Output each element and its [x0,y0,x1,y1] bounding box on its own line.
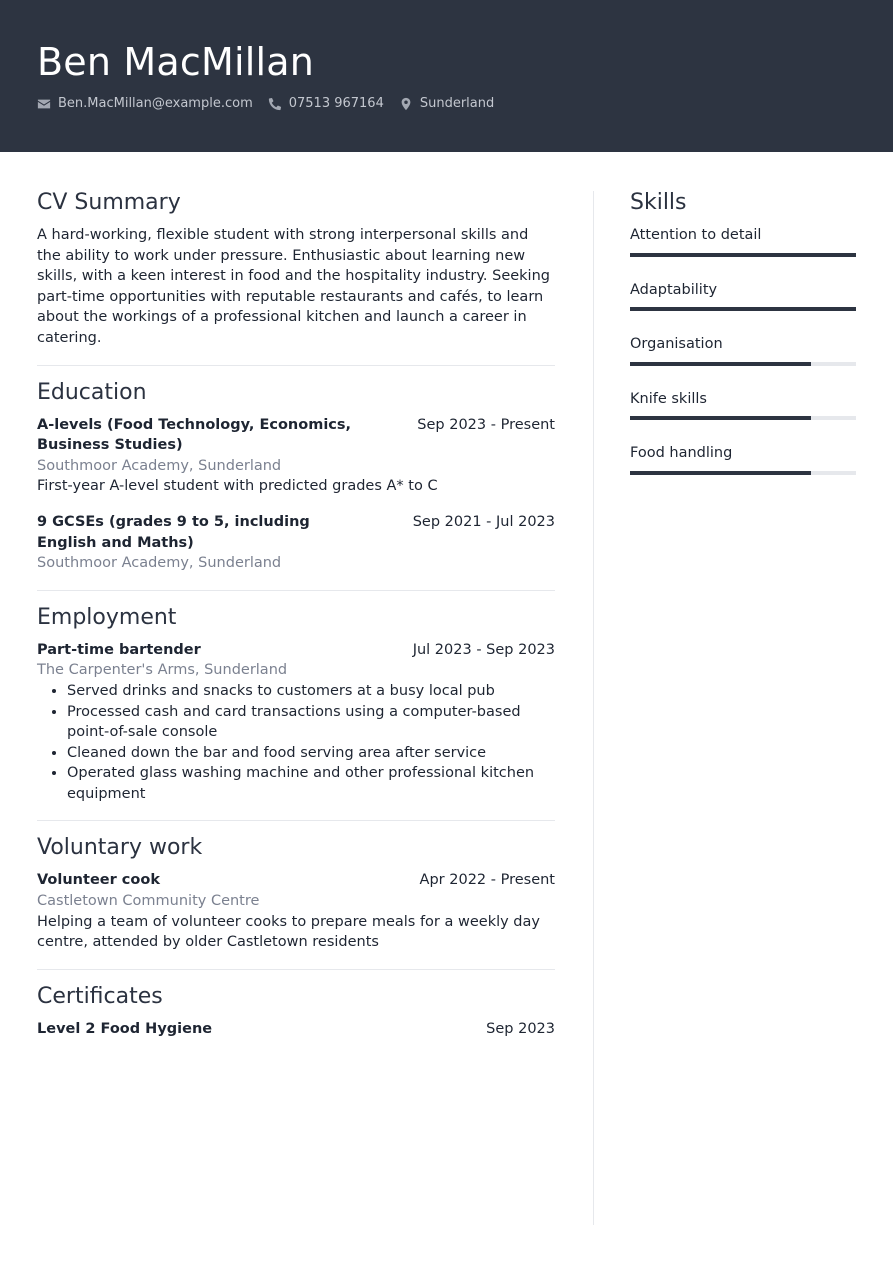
skill-bar [630,362,856,366]
summary-text: A hard-working, flexible student with strong interpersonal skills and the ability to work under pressure. Enthusiastic about learning new skills, with a keen interest in food and the hospitality industry. Seeking part-time opportunities with reputable restaurants and cafés, to learn about the workings of a professional kitchen and launch a career in catering. [37,227,550,346]
duty-item: • Operated glass washing machine and other professional kitchen equipment [67,763,555,804]
skill-item [630,389,856,421]
header [0,0,893,152]
entry-date: Sep 2023 [486,1020,555,1037]
section-title-education: Education [37,379,147,405]
contact-email-text: Ben.MacMillan@example.com [58,96,253,111]
skill-bar [630,307,856,311]
section-title-voluntary: Voluntary work [37,835,203,861]
envelope-icon [37,97,51,111]
entry-description: Helping a team of volunteer cooks to prepare meals for a weekly day centre, attended by older Castletown residents [37,913,540,951]
contact-location-text: Sunderland [419,96,495,111]
entry-title: 9 GCSEs (grades 9 to 5, including English and Maths) [37,513,310,551]
skill-bar-fill [630,471,811,475]
entry-title: Part-time bartender [37,641,201,658]
contact-bar [37,96,509,111]
duty-item: • Cleaned down the bar and food serving area after service [67,743,555,764]
contact-email[interactable] [37,96,253,111]
skill-bar [630,471,856,475]
entry-place: Castletown Community Centre [37,893,260,910]
education-entry [37,512,555,574]
entry-title: Volunteer cook [37,872,160,889]
voluntary-entry [37,870,555,952]
entry-title: A-levels (Food Technology, Economics, Business Studies) [37,416,352,454]
column-divider [593,191,594,1225]
skill-name: Attention to detail [630,227,762,243]
employment-entry [37,640,555,805]
skill-item [630,443,856,475]
skill-name: Adaptability [630,281,718,298]
skill-name: Knife skills [630,390,707,407]
contact-phone-text: 07513 967164 [288,96,384,111]
voluntary-section [37,831,555,969]
entry-date: Sep 2021 - Jul 2023 [412,513,555,530]
entry-date: Apr 2022 - Present [419,872,555,889]
main-column [37,186,555,1065]
duty-list [37,681,555,805]
education-section [37,376,555,591]
skill-item [630,334,856,366]
entry-date: Sep 2023 - Present [417,416,555,433]
section-title-employment: Employment [37,604,177,630]
entry-place: Southmoor Academy, Sunderland [37,555,282,572]
certificate-entry [37,1019,555,1040]
skill-bar-fill [630,253,856,257]
map-pin-icon [399,97,413,111]
section-title-certificates: Certificates [37,983,163,1009]
section-title-skills: Skills [630,190,687,215]
candidate-name: Ben MacMillan [37,40,315,84]
entry-title: Level 2 Food Hygiene [37,1020,213,1037]
certificates-section [37,980,555,1056]
summary-section [37,186,555,366]
skill-bar-fill [630,416,811,420]
section-title-summary: CV Summary [37,190,181,215]
skill-item [630,225,856,257]
duty-item: • Processed cash and card transactions using a computer-based point-of-sale console [67,702,555,743]
skill-bar [630,253,856,257]
skill-name: Organisation [630,336,723,353]
entry-place: The Carpenter's Arms, Sunderland [37,662,288,679]
employment-section [37,601,555,822]
contact-location [399,96,494,111]
contact-phone[interactable] [268,96,384,111]
phone-icon [268,97,282,111]
skill-bar [630,416,856,420]
entry-place: Southmoor Academy, Sunderland [37,457,282,474]
entry-description: First-year A-level student with predicted grades A* to C [37,478,438,495]
skill-name: Food handling [630,445,733,462]
skill-bar-fill [630,362,811,366]
entry-date: Jul 2023 - Sep 2023 [412,641,555,658]
skills-column [630,186,856,498]
education-entry [37,415,555,497]
skill-bar-fill [630,307,856,311]
skill-item [630,280,856,312]
duty-item: • Served drinks and snacks to customers at a busy local pub [67,681,555,702]
